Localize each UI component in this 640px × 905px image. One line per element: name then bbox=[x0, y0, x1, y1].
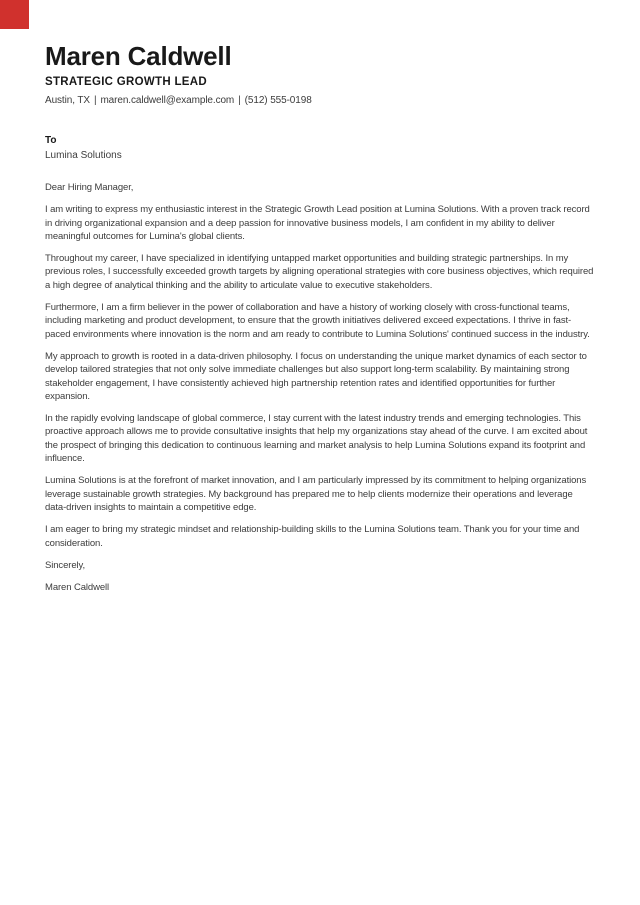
contact-separator: | bbox=[93, 95, 97, 106]
letter-paragraph: I am writing to express my enthusiastic interest in the Strategic Growth Lead position at Lumina Solutions. With a proven track record in driving organizational expansion and a deep passion for innovative business models, I am confident in my ability to deliver meaningful outcomes for Lumina's global clients. bbox=[45, 204, 590, 242]
contact-line bbox=[45, 95, 596, 106]
signature-name: Maren Caldwell bbox=[45, 582, 110, 594]
recipient-label: To bbox=[45, 135, 57, 146]
salutation: Dear Hiring Manager, bbox=[45, 182, 134, 193]
letter-paragraph: In the rapidly evolving landscape of global commerce, I stay current with the latest industry trends and emerging technologies. This proactive approach allows me to provide consultative insights that help my organizations stay ahead of the curve. I am excited about the prospect of bringing this dedication to continuous learning and market analysis to help Lumina Solutions expand its footprint and influence. bbox=[45, 413, 588, 465]
accent-square bbox=[0, 0, 29, 29]
contact-location: Austin, TX bbox=[45, 95, 90, 106]
recipient-block bbox=[45, 135, 596, 161]
closing: Sincerely, bbox=[45, 559, 86, 571]
contact-email: maren.caldwell@example.com bbox=[100, 95, 235, 106]
letter-paragraph: Lumina Solutions is at the forefront of market innovation, and I am particularly impressed by its commitment to helping organizations leverage sustainable growth strategies. My background has prepared me to help clients modernize their operations and leverage data-driven insights to maintain a competitive edge. bbox=[45, 475, 587, 513]
letter-paragraph: Throughout my career, I have specialized in identifying untapped market opportunities and building strategic partnerships. In my previous roles, I successfully exceeded growth targets by aligning operational strategies with core business objectives, which required a high degree of analytical thinking and the ability to articulate value to executive stakeholders. bbox=[45, 253, 594, 291]
letter-header bbox=[45, 41, 596, 106]
letter-paragraphs bbox=[45, 203, 596, 550]
contact-phone: (512) 555-0198 bbox=[244, 95, 312, 106]
contact-separator: | bbox=[238, 95, 241, 106]
job-title: STRATEGIC GROWTH LEAD bbox=[45, 76, 207, 88]
applicant-name: Maren Caldwell bbox=[45, 41, 232, 71]
letter-paragraph: My approach to growth is rooted in a data-driven philosophy. I focus on understanding the unique market dynamics of each sector to develop tailored strategies that not only solve immediate challenges but also support long-term scalability. By maintaining strong stakeholder engagement, I have consistently achieved high partnership retention rates and identified opportunities for further expansion. bbox=[45, 350, 587, 402]
recipient-company: Lumina Solutions bbox=[45, 150, 122, 161]
letter-paragraph: I am eager to bring my strategic mindset and relationship-building skills to the Lumina Solutions team. Thank you for your time and consideration. bbox=[45, 524, 580, 549]
letter-body bbox=[45, 181, 596, 594]
letter-paragraph: Furthermore, I am a firm believer in the power of collaboration and have a history of working closely with cross-functional teams, including marketing and product development, to ensure that the growth initiatives delivered exceed expectations. I thrive in fast-paced environments where innovation is the norm and am ready to contribute to Lumina Solutions' continued success in the industry. bbox=[45, 302, 590, 340]
